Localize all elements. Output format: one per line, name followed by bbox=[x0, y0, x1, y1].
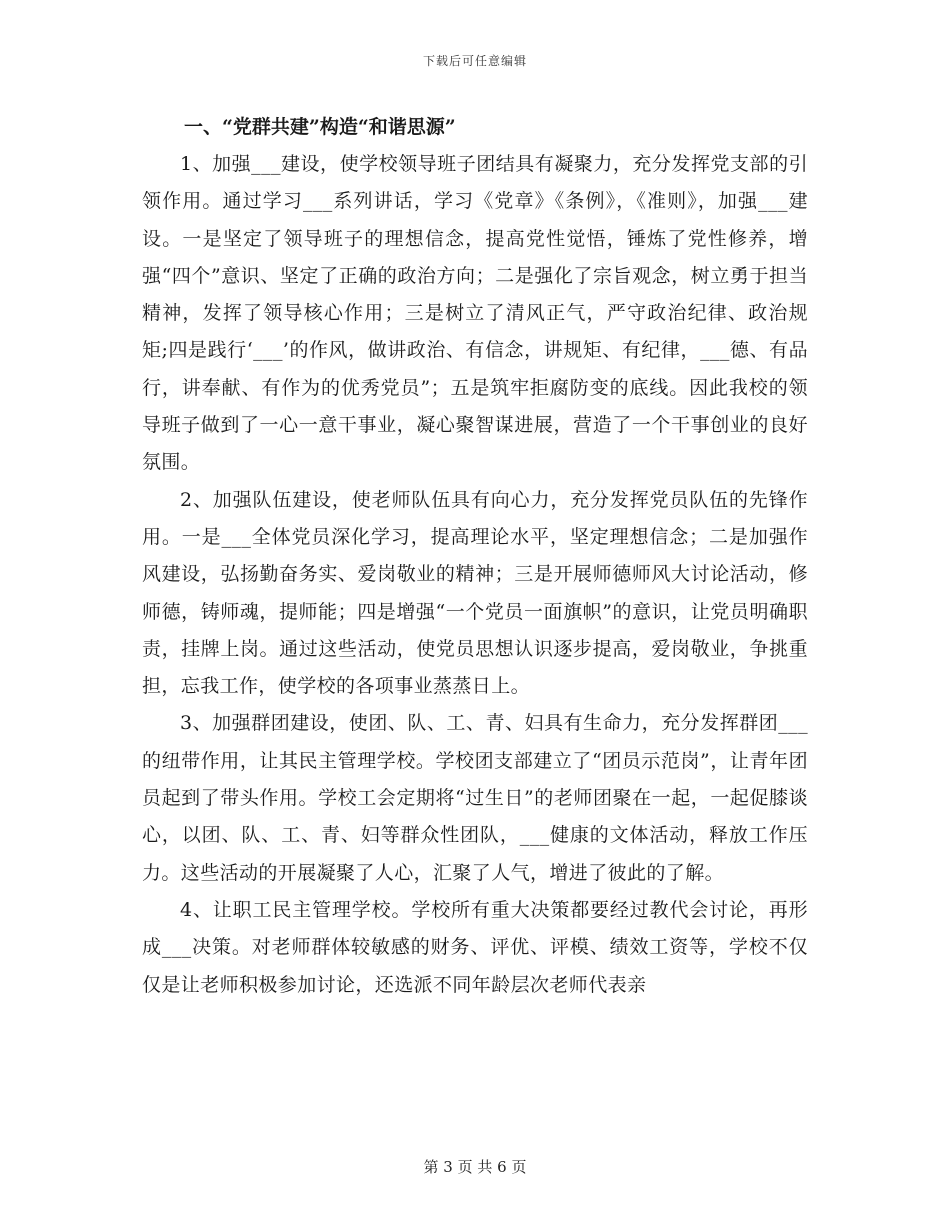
document-body bbox=[142, 108, 808, 1004]
paragraph-3: 3、加强群团建设，使团、队、工、青、妇具有生命力，充分发挥群团___的纽带作用，让其民主管理学校。学校团支部建立了“团员示范岗”，让青年团员起到了带头作用。学校工会定期将“过生日”的老师团聚在一起，一起促膝谈心，以团、队、工、青、妇等群众性团队，___健康的文体活动，释放工作压力。这些活动的开展凝聚了人心，汇聚了人气，增进了彼此的了解。 bbox=[142, 712, 808, 884]
paragraph-2: 2、加强队伍建设，使老师队伍具有向心力，充分发挥党员队伍的先锋作用。一是___全体党员深化学习，提高理论水平，坚定理想信念；二是加强作风建设，弘扬勤奋务实、爱岗敬业的精神；三是开展师德师风大讨论活动，修师德，铸师魂，提师能；四是增强“一个党员一面旗帜”的意识，让党员明确职责，挂牌上岗。通过这些活动，使党员思想认识逐步提高，爱岗敬业，争挑重担，忘我工作，使学校的各项事业蒸蒸日上。 bbox=[142, 488, 808, 698]
paragraph-1: 1、加强___建设，使学校领导班子团结具有凝聚力，充分发挥党支部的引领作用。通过学习___系列讲话，学习《党章》《条例》，《准则》，加强___建设。一是坚定了领导班子的理想信念，提高党性觉悟，锤炼了党性修养，增强“四个”意识、坚定了正确的政治方向；二是强化了宗旨观念，树立勇于担当精神，发挥了领导核心作用；三是树立了清风正气，严守政治纪律、政治规矩;四是践行‘___’的作风，做讲政治、有信念，讲规矩、有纪律，___德、有品行，讲奉献、有作为的优秀党员”；五是筑牢拒腐防变的底线。因此我校的领导班子做到了一心一意干事业，凝心聚智谋进展，营造了一个干事创业的良好氛围。 bbox=[142, 153, 808, 474]
paragraph-4: 4、让职工民主管理学校。学校所有重大决策都要经过教代会讨论，再形成___决策。对老师群体较敏感的财务、评优、评模、绩效工资等，学校不仅仅是让老师积极参加讨论，还选派不同年龄层次老师代表亲 bbox=[142, 898, 808, 996]
page-number: 第 3 页 共 6 页 bbox=[423, 1158, 527, 1176]
header-note: 下载后可任意编辑 bbox=[422, 54, 527, 68]
section-heading: 一、“党群共建”构造“和谐思源” bbox=[184, 116, 456, 138]
